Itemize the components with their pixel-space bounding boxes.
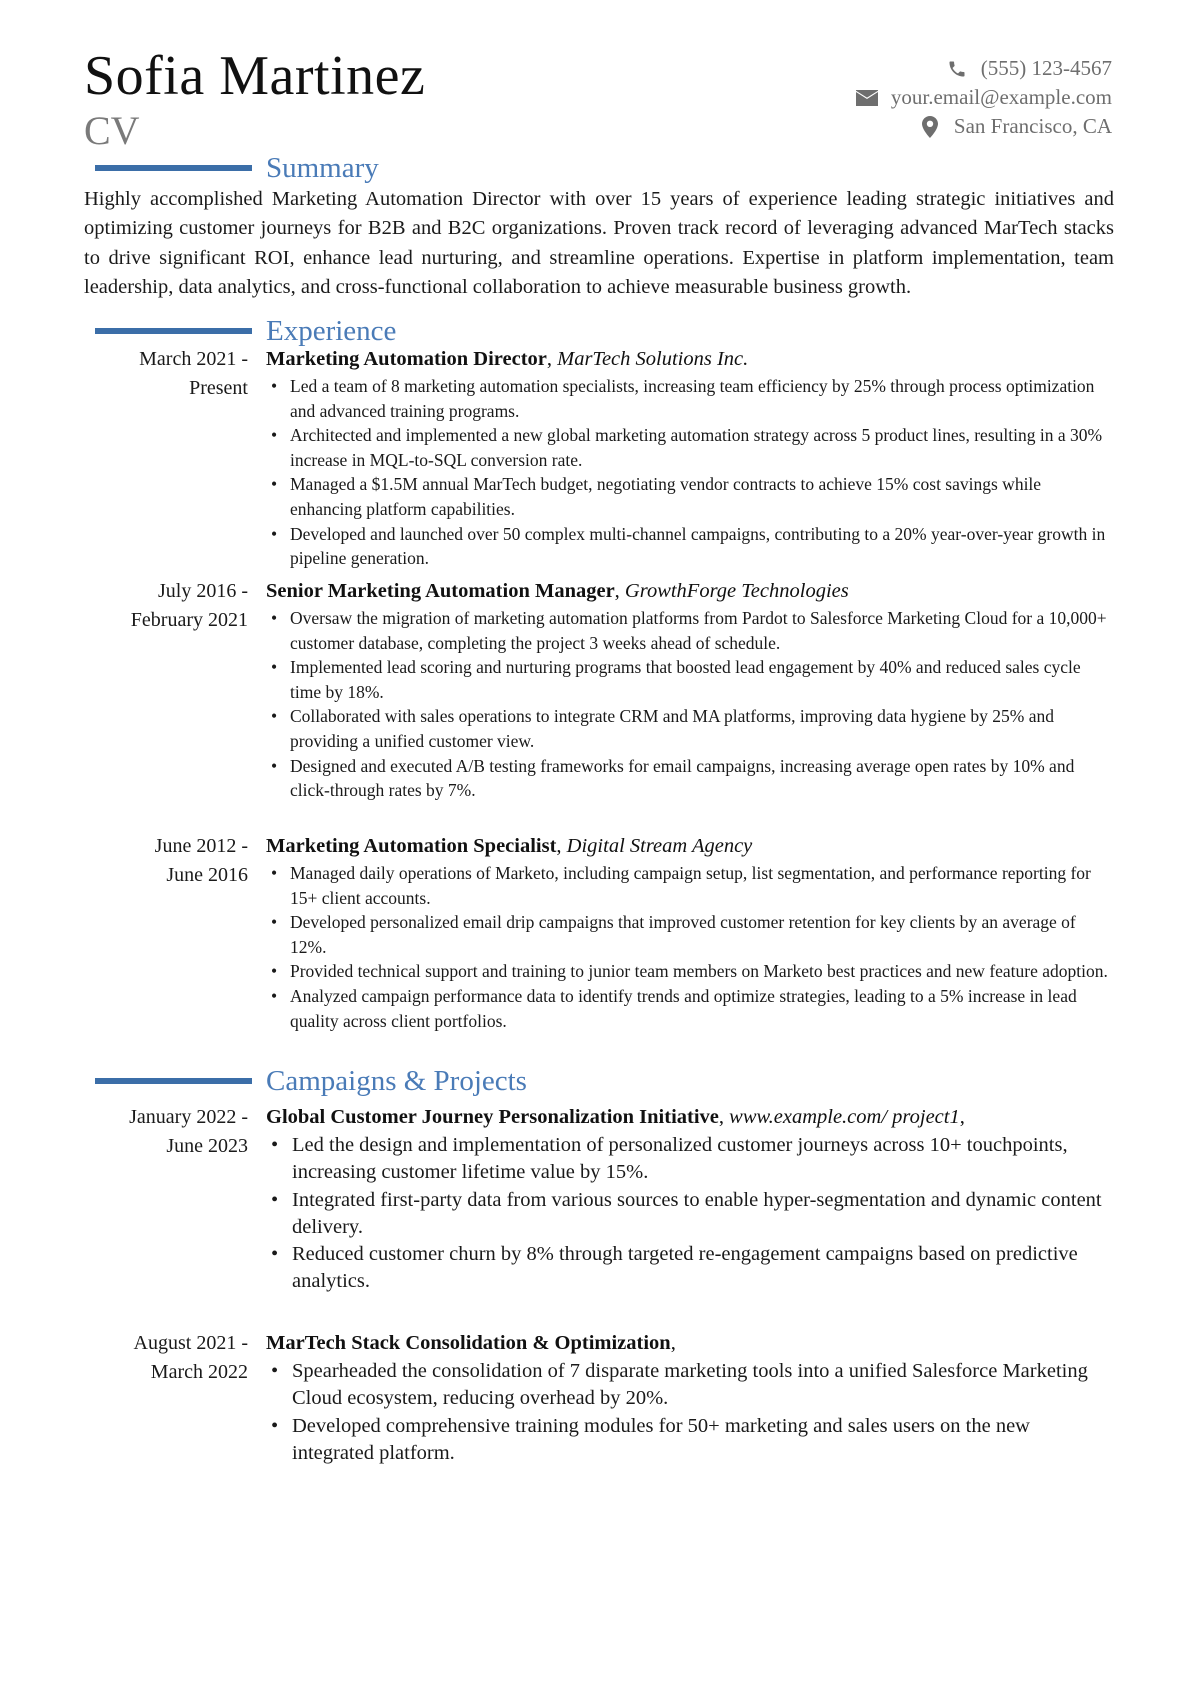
project-title: Global Customer Journey Personalization Initiative (266, 1106, 719, 1128)
phone-icon (945, 58, 969, 80)
entry-dates (84, 345, 248, 403)
project-link[interactable]: www.example.com/ project1 (729, 1106, 960, 1128)
summary-text: Highly accomplished Marketing Automation Director with over 15 years of experience leading strategic initiatives and optimizing customer journeys for B2B and B2C organizations. Proven track record of leveraging advanced MarTech stacks to drive significant ROI, enhance lead nurturing, and streamline operations. Expertise in platform implementation, team leadership, data analytics, and cross-functional collaboration to achieve measurable business growth. (84, 188, 1114, 299)
bullet-list (266, 1132, 1116, 1296)
date-end: June 2016 (166, 864, 248, 886)
envelope-icon (855, 87, 879, 109)
organization: Digital Stream Agency (566, 835, 753, 857)
bullet-item: • Architected and implemented a new global marketing automation strategy across 5 product lines, resulting in a 30% increase in MQL-to-SQL conversion rate. (266, 423, 1116, 472)
bullet-item: • Developed and launched over 50 complex multi-channel campaigns, contributing to a 20% year-over-year growth in pipeline generation. (266, 522, 1116, 571)
bullet-item: • Led the design and implementation of personalized customer journeys across 10+ touchpoints, increasing customer lifetime value by 15%. (266, 1132, 1116, 1187)
entry-title (266, 832, 1116, 861)
bullet-item: • Managed a $1.5M annual MarTech budget, negotiating vendor contracts to achieve 15% cost savings while enhancing platform capabilities. (266, 472, 1116, 521)
contact-location (855, 112, 1112, 141)
entry-title (266, 345, 1116, 374)
section-heading-experience (95, 314, 396, 348)
location-text: San Francisco, CA (953, 114, 1112, 138)
entry-dates (84, 1103, 248, 1161)
date-end: June 2023 (166, 1135, 248, 1157)
title-separator: , (546, 348, 558, 370)
entry-title (266, 577, 1116, 606)
entry-body (266, 345, 1116, 571)
entry-body (266, 1329, 1116, 1467)
bullet-item: • Reduced customer churn by 8% through targeted re-engagement campaigns based on predictive analytics. (266, 1241, 1116, 1296)
contact-block (855, 54, 1112, 141)
bullet-item: • Provided technical support and training to junior team members on Marketo best practices and new feature adoption. (266, 959, 1116, 984)
bullet-item: • Developed personalized email drip campaigns that improved customer retention for key clients by an average of 12%. (266, 910, 1116, 959)
entry-title (266, 1103, 996, 1132)
title-trailing: , (959, 1106, 965, 1128)
document-subtitle: CV (84, 108, 140, 153)
map-pin-icon (918, 116, 942, 138)
section-heading-projects (95, 1064, 527, 1098)
bullet-list (266, 606, 1116, 803)
section-accent-bar (95, 165, 252, 171)
bullet-list (266, 1358, 1116, 1467)
date-start: January 2022 - (129, 1106, 248, 1128)
project-title: MarTech Stack Consolidation & Optimization (266, 1332, 671, 1354)
bullet-item: • Implemented lead scoring and nurturing programs that boosted lead engagement by 40% and reduced sales cycle time by 18%. (266, 655, 1116, 704)
bullet-item: • Designed and executed A/B testing frameworks for email campaigns, increasing average open rates by 10% and click-through rates by 7%. (266, 754, 1116, 803)
date-start: August 2021 - (133, 1332, 248, 1354)
title-separator: , (718, 1106, 730, 1128)
title-separator: , (614, 580, 625, 602)
bullet-item: • Managed daily operations of Marketo, including campaign setup, list segmentation, and performance reporting for 15+ client accounts. (266, 861, 1116, 910)
bullet-item: • Collaborated with sales operations to integrate CRM and MA platforms, improving data hygiene by 25% and providing a unified customer view. (266, 704, 1116, 753)
date-end: February 2021 (130, 609, 248, 631)
email-link[interactable]: your.email@example.com (890, 85, 1112, 109)
contact-phone (855, 54, 1112, 83)
organization: MarTech Solutions Inc. (557, 348, 749, 370)
section-title: Summary (266, 152, 379, 184)
section-accent-bar (95, 1078, 252, 1084)
bullet-list (266, 374, 1116, 571)
job-title: Marketing Automation Specialist (266, 835, 557, 857)
bullet-item: • Developed comprehensive training modules for 50+ marketing and sales users on the new integrated platform. (266, 1413, 1116, 1468)
bullet-list (266, 861, 1116, 1033)
section-title: Experience (266, 315, 397, 347)
job-title: Senior Marketing Automation Manager (266, 580, 615, 602)
entry-dates (84, 832, 248, 890)
entry-dates (84, 1329, 248, 1387)
section-title: Campaigns & Projects (266, 1065, 527, 1097)
organization: GrowthForge Technologies (624, 580, 849, 602)
job-title: Marketing Automation Director (266, 348, 547, 370)
entry-body (266, 1103, 1116, 1296)
section-heading-summary (95, 151, 379, 185)
bullet-item: • Spearheaded the consolidation of 7 disparate marketing tools into a unified Salesforce Marketing Cloud ecosystem, reducing overhead by 20%. (266, 1358, 1116, 1413)
date-end: March 2022 (150, 1361, 248, 1383)
contact-email (855, 83, 1112, 112)
date-start: March 2021 - (139, 348, 248, 370)
candidate-name: Sofia Martinez (84, 45, 426, 107)
entry-body (266, 832, 1116, 1033)
bullet-item: • Oversaw the migration of marketing automation platforms from Pardot to Salesforce Marketing Cloud for a 10,000+ customer database, completing the project 3 weeks ahead of schedule. (266, 606, 1116, 655)
date-start: July 2016 - (158, 580, 248, 602)
bullet-item: • Analyzed campaign performance data to identify trends and optimize strategies, leading to a 5% increase in lead quality across client portfolios. (266, 984, 1116, 1033)
entry-dates (84, 577, 248, 635)
bullet-item: • Led a team of 8 marketing automation specialists, increasing team efficiency by 25% through process optimization and advanced training programs. (266, 374, 1116, 423)
entry-body (266, 577, 1116, 803)
entry-title (266, 1329, 1116, 1358)
title-separator: , (670, 1332, 676, 1354)
title-separator: , (556, 835, 567, 857)
date-start: June 2012 - (154, 835, 248, 857)
section-accent-bar (95, 328, 252, 334)
date-end: Present (189, 377, 248, 399)
phone-text[interactable]: (555) 123-4567 (980, 56, 1112, 80)
bullet-item: • Integrated first-party data from various sources to enable hyper-segmentation and dynamic content delivery. (266, 1187, 1116, 1242)
